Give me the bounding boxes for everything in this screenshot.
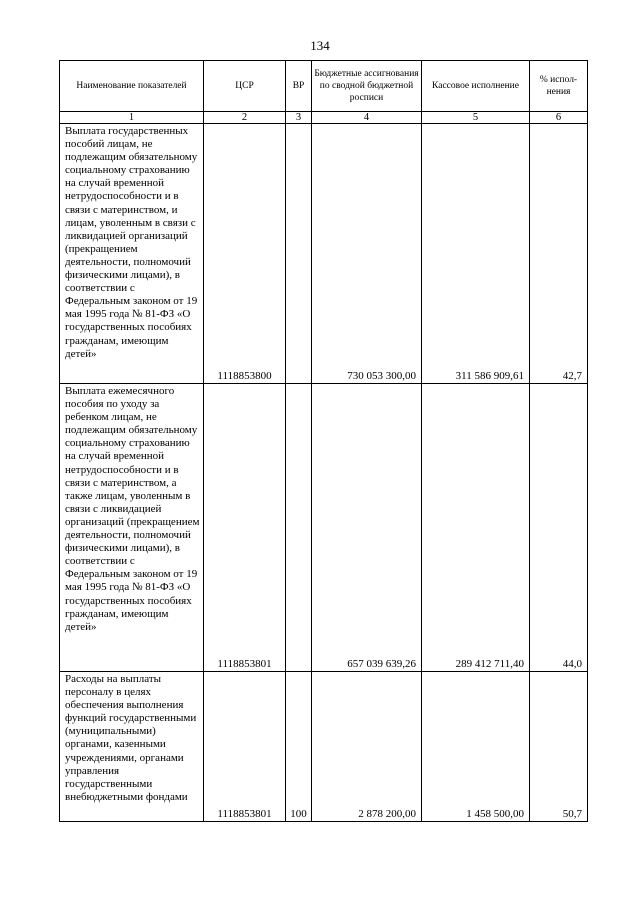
column-index: 4 (312, 112, 422, 124)
row-percent: 50,7 (530, 672, 588, 822)
column-header-csr: ЦСР (204, 61, 286, 112)
column-index: 1 (60, 112, 204, 124)
table-row (60, 384, 588, 672)
row-execution: 289 412 711,40 (422, 384, 530, 672)
row-name: Выплата государственных пособий лицам, не подлежащим обязательному социальному страхованию на случай временной нетрудоспособности и в связи с материнством, и лицам, уволенным в связи с ликвидацией организаций (прекращением деятельности, полномочий физическими лицами), в соответствии с Федеральным законом от 19 мая 1995 года № 81-ФЗ «О государственных пособиях гражданам, имеющим детей» (60, 124, 204, 384)
row-percent: 42,7 (530, 124, 588, 384)
row-allocations: 730 053 300,00 (312, 124, 422, 384)
column-index-row (60, 112, 588, 124)
row-execution: 311 586 909,61 (422, 124, 530, 384)
row-allocations: 657 039 639,26 (312, 384, 422, 672)
header-row (60, 61, 588, 112)
column-index: 2 (204, 112, 286, 124)
row-csr: 1118853801 (204, 672, 286, 822)
row-csr: 1118853801 (204, 384, 286, 672)
column-index: 5 (422, 112, 530, 124)
page-number: 134 (310, 38, 330, 53)
table-row (60, 672, 588, 822)
row-vr: 100 (286, 672, 312, 822)
row-percent: 44,0 (530, 384, 588, 672)
row-csr: 1118853800 (204, 124, 286, 384)
row-name: Расходы на выплаты персоналу в целях обеспечения выполнения функций государственными (муниципальными) органами, казенными учреждениями, органами управления государственными внебюджетными фондами (60, 672, 204, 822)
column-header-percent: % испол-нения (530, 61, 588, 112)
row-vr (286, 384, 312, 672)
budget-execution-table (59, 60, 588, 822)
row-vr (286, 124, 312, 384)
table-row (60, 124, 588, 384)
row-name: Выплата ежемесячного пособия по уходу за ребенком лицам, не подлежащим обязательному социальному страхованию на случай временной нетрудоспособности и в связи с материнством, а также лицам, уволенным в связи с ликвидацией организаций (прекращением деятельности, полномочий физическими лицами), в соответствии с Федеральным законом от 19 мая 1995 года № 81-ФЗ «О государственных пособиях гражданам, имеющим детей» (60, 384, 204, 672)
column-header-execution: Кассовое исполнение (422, 61, 530, 112)
column-index: 3 (286, 112, 312, 124)
row-allocations: 2 878 200,00 (312, 672, 422, 822)
column-header-allocations: Бюджетные ассигнования по сводной бюджетной росписи (312, 61, 422, 112)
column-index: 6 (530, 112, 588, 124)
column-header-name: Наименование показателей (60, 61, 204, 112)
row-execution: 1 458 500,00 (422, 672, 530, 822)
column-header-vr: ВР (286, 61, 312, 112)
